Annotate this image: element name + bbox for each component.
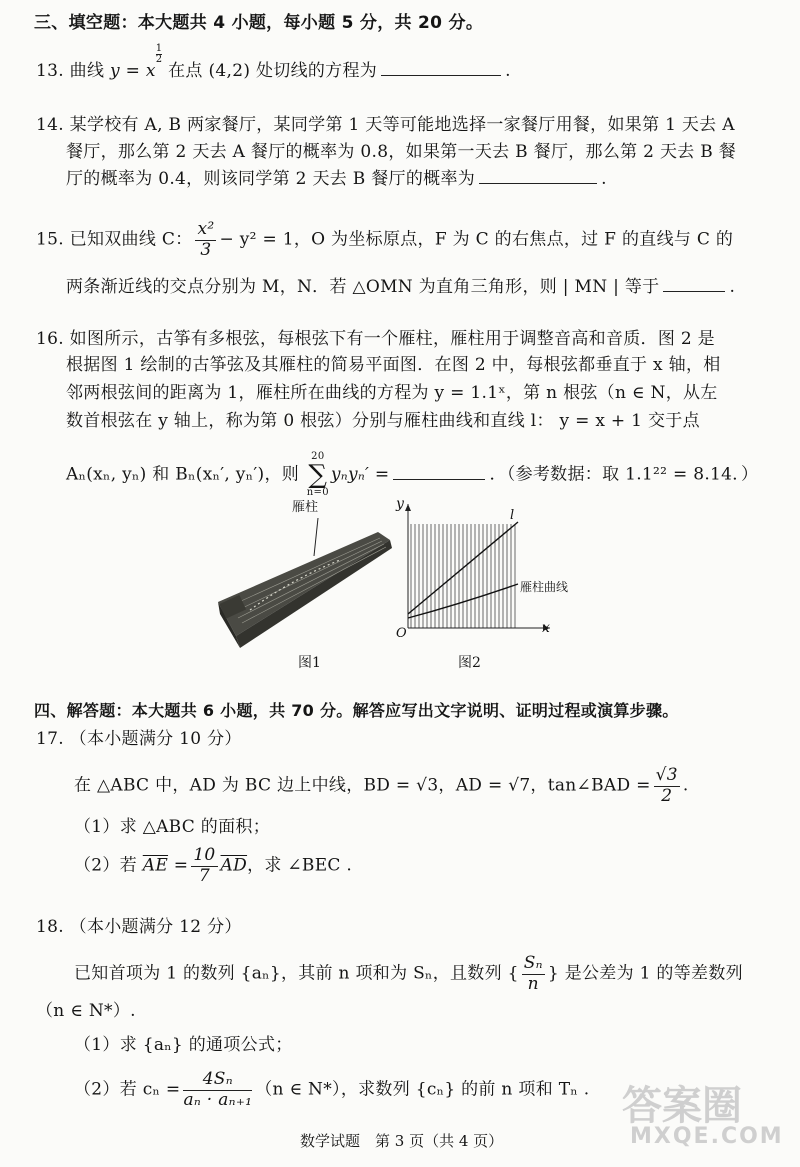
answer-blank-15[interactable] [663, 290, 725, 292]
fig2-origin-label: O [396, 626, 407, 641]
question-14-line-1: 14. 某学校有 A, B 两家餐厅，某同学第 1 天等可能地选择一家餐厅用餐，如果第 1 天去 A [36, 115, 735, 135]
guzheng-illustration [210, 510, 400, 650]
q13-text-c: 处切线的方程为 [255, 61, 378, 81]
q15-fraction: $\frac{\text{x²}}{3}$ [197, 219, 215, 260]
fig2-diagram [390, 496, 560, 646]
answer-blank-13[interactable] [381, 74, 501, 76]
q13-number: 13. [36, 61, 64, 81]
q17-ratio-fraction: $\frac{10}{7}$ [193, 845, 216, 886]
q17-tan-fraction: $\frac{√3}{2}$ [655, 765, 678, 806]
question-13: 13. 曲线 y = x $\frac{1}{2}$ 在点 (4,2) 处切线的方程为 . [36, 43, 511, 81]
fig2-axis-y-label: y [396, 496, 404, 512]
question-15-line-1: 15. 已知双曲线 C： $\frac{\text{x²}}{3}$ − y² = 1，O 为坐标原点，F 为 C 的右焦点，过 F 的直线与 C 的 [36, 219, 734, 260]
q13-point: (4,2) [208, 61, 251, 81]
question-15-line-2: 两条渐近线的交点分别为 M，N．若 △OMN 为直角三角形，则 | MN | 等于 . [66, 277, 736, 297]
question-18-stem-cont: （n ∈ N*）. [36, 1001, 136, 1021]
question-18-part-1: （1）求 {aₙ} 的通项公式； [74, 1035, 293, 1055]
answer-blank-16[interactable] [393, 478, 485, 480]
q18-number: 18. [36, 917, 64, 937]
question-16-line-1: 16. 如图所示，古筝有多根弦，每根弦下有一个雁柱，雁柱用于调整音高和音质．图 2 是 [36, 329, 715, 349]
question-16-line-5: Aₙ(xₙ, yₙ) 和 Bₙ(xₙ′, yₙ′)，则 20 ∑ n=0 yₙyₙ′ = ．（参考数据：取 1.1²² = 8.14．） [66, 451, 759, 498]
q17-vector-ad: $\overline{AD}$ [220, 855, 248, 876]
question-17-part-1: （1）求 △ABC 的面积； [74, 817, 270, 837]
fig1-caption: 图1 [298, 655, 321, 671]
q17-number: 17. [36, 729, 64, 749]
fig2-axis-x-label: x [542, 620, 550, 636]
page-footer: 数学试题 第 3 页（共 4 页） [300, 1132, 504, 1150]
q17-vector-ae: $\overline{AE}$ [142, 855, 169, 876]
section-3-title: 三、填空题：本大题共 4 小题，每小题 5 分，共 20 分。 [34, 13, 484, 33]
fig2-caption: 图2 [458, 655, 481, 671]
question-16-line-2: 根据图 1 绘制的古筝弦及其雁柱的简易平面图．在图 2 中，每根弦都垂直于 x 轴，相 [66, 355, 721, 375]
q18-sn-fraction: $\frac{\text{Sₙ}}{n}$ [523, 953, 543, 994]
watermark-url: MXQE.COM [630, 1124, 784, 1149]
question-16-line-3: 邻两根弦间的距离为 1，雁柱所在曲线的方程为 y = 1.1ˣ，第 n 根弦（n ∈ N，从左 [66, 383, 718, 403]
question-17-header: 17. （本小题满分 10 分） [36, 729, 242, 749]
strings-region [408, 524, 518, 628]
q18-cn-fraction: $\frac{\text{4Sₙ}}{\text{aₙ · aₙ₊₁}}$ [183, 1069, 253, 1110]
fig1-yanzhu-label: 雁柱 [292, 500, 319, 515]
q16-number: 16. [36, 329, 64, 349]
question-18-header: 18. （本小题满分 12 分） [36, 917, 242, 937]
question-18-part-2: （2）若 cₙ = $\frac{\text{4Sₙ}}{\text{aₙ · aₙ₊₁}}$ （n ∈ N*），求数列 {cₙ} 的前 n 项和 Tₙ . [74, 1069, 590, 1110]
question-17-stem: 在 △ABC 中，AD 为 BC 边上中线，BD = √3，AD = √7，tan∠BAD = $\frac{√3}{2}$ . [74, 765, 689, 806]
q15-number: 15. [36, 229, 64, 250]
q13-exponent: $\frac{1}{2}$ [155, 43, 163, 65]
question-17-part-2: （2）若 $\overline{AE}$ = $\frac{10}{7}$ $\overline{AD}$，求 ∠BEC . [74, 845, 353, 886]
q13-text-a: 曲线 [69, 61, 105, 81]
question-16-line-4: 数首根弦在 y 轴上，称为第 0 根弦）分别与雁柱曲线和直线 l： y = x + 1 交于点 [66, 411, 700, 431]
section-4-title: 四、解答题：本大题共 6 小题，共 70 分。解答应写出文字说明、证明过程或演算步骤。 [34, 701, 679, 720]
watermark-logo: 答案圈 [622, 1083, 742, 1129]
q14-number: 14. [36, 115, 64, 135]
q16-summation: 20 ∑ n=0 [306, 451, 329, 498]
question-18-stem: 已知首项为 1 的数列 {aₙ}，其前 n 项和为 Sₙ，且数列 { $\frac{\text{Sₙ}}{n}$ } 是公差为 1 的等差数列 [74, 953, 743, 994]
q13-text-b: 在点 [168, 61, 203, 81]
answer-blank-14[interactable] [479, 182, 597, 184]
question-14-line-3: 厅的概率为 0.4，则该同学第 2 天去 B 餐厅的概率为 . [66, 169, 607, 189]
fig2-line-l-label: l [510, 508, 515, 523]
question-14-line-2: 餐厅，那么第 2 天去 A 餐厅的概率为 0.8，如果第一天去 B 餐厅，那么第 2 天去 B 餐 [66, 142, 737, 162]
q13-expression: y = x [109, 61, 156, 81]
fig2-curve-label: 雁柱曲线 [520, 580, 569, 594]
